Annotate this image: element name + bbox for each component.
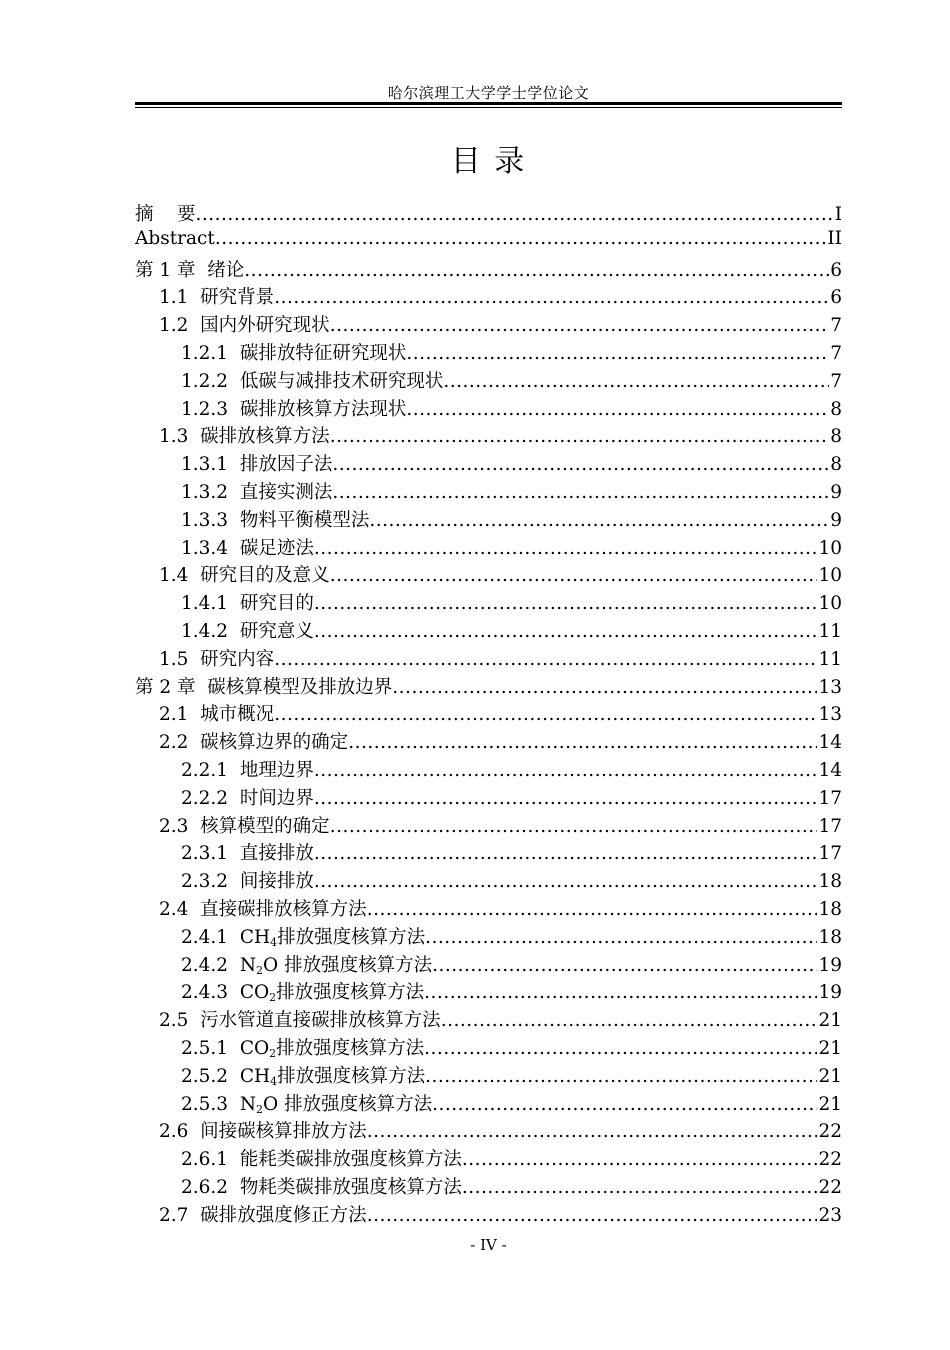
toc-entry-label: 1.2.1 碳排放特征研究现状 [181, 342, 407, 364]
toc-entry-subscript: 2 [256, 1102, 264, 1116]
toc-dot-leader [432, 1094, 817, 1115]
toc-dot-leader [462, 1149, 818, 1170]
toc-entry-page: 13 [818, 704, 842, 726]
page-title: 目 录 [450, 144, 527, 179]
toc-entry-label: 1.3.1 排放因子法 [181, 454, 333, 476]
toc-entry-label: 2.3 核算模型的确定 [159, 815, 330, 837]
toc-entry-page: 13 [818, 676, 842, 698]
toc-dot-leader [432, 955, 817, 976]
toc-entry[interactable] [135, 256, 842, 284]
running-header: 哈尔滨理工大学学士学位论文 [387, 84, 590, 102]
toc-entry[interactable] [135, 923, 842, 951]
toc-entry[interactable] [135, 311, 842, 339]
toc-entry-label: 2.3.1 直接排放 [181, 843, 314, 865]
toc-entry-label: 2.1 城市概况 [159, 704, 275, 726]
toc-entry-page: 7 [830, 315, 842, 337]
toc-entry-page: 19 [818, 954, 842, 976]
toc-entry-page: I [834, 204, 842, 225]
toc-dot-leader [196, 204, 834, 225]
toc-entry-label: 1.3 碳排放核算方法 [159, 426, 330, 448]
toc-entry-label: 第 1 章 绪论 [135, 259, 245, 281]
toc-entry-label: 2.5 污水管道直接碳排放核算方法 [159, 1010, 441, 1032]
toc-entry[interactable] [135, 1145, 842, 1173]
toc-entry-page: 21 [818, 1093, 842, 1115]
toc-dot-leader [330, 816, 818, 837]
toc-dot-leader [441, 1010, 818, 1031]
toc-dot-leader [462, 1177, 818, 1198]
toc-dot-leader [314, 621, 818, 642]
toc-entry-subscript: 4 [270, 935, 278, 949]
toc-entry-page: 14 [818, 759, 842, 781]
toc-entry-page: 17 [818, 787, 842, 809]
toc-entry-label: 2.2 碳核算边界的确定 [159, 732, 349, 754]
toc-entry[interactable] [135, 1090, 842, 1118]
toc-entry-page: 6 [830, 259, 842, 281]
toc-entry-label: 2.4 直接碳排放核算方法 [159, 898, 367, 920]
toc-entry-page: 21 [818, 1010, 842, 1032]
toc-entry[interactable] [135, 534, 842, 562]
toc-entry-page: 8 [830, 398, 842, 420]
toc-entry-label: 2.5.2 $CH_4$排放强度核算方法 [181, 1065, 426, 1088]
toc-entry[interactable] [135, 700, 842, 728]
toc-entry[interactable] [135, 617, 842, 645]
toc-dot-leader [367, 1121, 818, 1142]
toc-entry[interactable] [135, 867, 842, 895]
toc-entry[interactable] [135, 784, 842, 812]
toc-entry-label: 1.3.4 碳足迹法 [181, 537, 314, 559]
toc-entry-label: 2.4.1 $CH_4$排放强度核算方法 [181, 926, 426, 949]
toc-entry-page: 11 [818, 620, 842, 642]
toc-entry-subscript: 2 [269, 1046, 277, 1060]
toc-entry-page: 21 [818, 1037, 842, 1059]
toc-entry-label: 2.6.2 物耗类碳排放强度核算方法 [181, 1176, 462, 1198]
toc-entry-label: 1.2.3 碳排放核算方法现状 [181, 398, 407, 420]
toc-entry[interactable] [135, 283, 842, 311]
toc-entry-page: 9 [830, 481, 842, 503]
toc-dot-leader [330, 315, 830, 336]
toc-entry[interactable] [135, 367, 842, 395]
toc-entry-page: 18 [818, 926, 842, 948]
toc-entry-page: 21 [818, 1065, 842, 1087]
toc-entry-subscript: 2 [269, 991, 277, 1005]
toc-entry-page: 8 [830, 426, 842, 448]
toc-entry[interactable] [135, 200, 842, 228]
toc-dot-leader [314, 788, 818, 809]
toc-dot-leader [348, 732, 817, 753]
toc-entry[interactable] [135, 478, 842, 506]
toc-entry[interactable] [135, 1201, 842, 1229]
toc-entry-page: 22 [818, 1176, 842, 1198]
table-of-contents [135, 200, 842, 1228]
toc-entry[interactable] [135, 561, 842, 589]
toc-entry[interactable] [135, 1062, 842, 1090]
toc-entry-label: 1.3.2 直接实测法 [181, 481, 333, 503]
toc-dot-leader [367, 899, 818, 920]
toc-entry-page: 19 [818, 982, 842, 1004]
toc-entry[interactable] [135, 728, 842, 756]
toc-dot-leader [425, 1066, 817, 1087]
toc-dot-leader [314, 538, 818, 559]
toc-dot-leader [406, 343, 829, 364]
toc-entry-page: 22 [818, 1121, 842, 1143]
toc-entry-page: 17 [818, 843, 842, 865]
toc-dot-leader [330, 565, 818, 586]
toc-entry-page: 6 [830, 287, 842, 309]
toc-entry-page: 7 [830, 342, 842, 364]
page-number: - IV - [470, 1236, 507, 1254]
toc-dot-leader [332, 482, 829, 503]
toc-entry-label: 第 2 章 碳核算模型及排放边界 [135, 676, 393, 698]
toc-entry[interactable] [135, 951, 842, 979]
toc-entry-page: 7 [830, 370, 842, 392]
toc-entry-page: 10 [818, 537, 842, 559]
toc-dot-leader [424, 1038, 817, 1059]
toc-entry-label: 2.4.2 $N_2O$ 排放强度核算方法 [181, 954, 433, 977]
toc-entry[interactable] [135, 645, 842, 673]
toc-entry[interactable] [135, 756, 842, 784]
toc-entry[interactable] [135, 228, 842, 256]
toc-entry[interactable] [135, 978, 842, 1006]
toc-entry-subscript: 4 [270, 1074, 278, 1088]
toc-entry-page: 22 [818, 1149, 842, 1171]
toc-entry[interactable] [135, 1117, 842, 1145]
toc-entry-page: 23 [818, 1204, 842, 1226]
toc-dot-leader [274, 287, 829, 308]
toc-entry[interactable] [135, 839, 842, 867]
toc-entry[interactable] [135, 422, 842, 450]
toc-entry[interactable] [135, 506, 842, 534]
toc-entry-label: 2.5.3 $N_2O$ 排放强度核算方法 [181, 1093, 433, 1116]
toc-entry-label: 2.2.2 时间边界 [181, 787, 314, 809]
toc-dot-leader [406, 399, 829, 420]
toc-entry[interactable] [135, 812, 842, 840]
toc-dot-leader [369, 510, 829, 531]
toc-entry[interactable] [135, 450, 842, 478]
toc-dot-leader [314, 871, 818, 892]
toc-dot-leader [314, 593, 818, 614]
toc-dot-leader [392, 677, 817, 698]
toc-entry-page: 10 [818, 593, 842, 615]
toc-entry-label: Abstract [135, 227, 215, 249]
toc-entry[interactable] [135, 339, 842, 367]
toc-dot-leader [215, 228, 827, 249]
toc-dot-leader [424, 982, 817, 1003]
toc-entry-label: 摘 要 [135, 204, 196, 225]
toc-entry[interactable] [135, 1034, 842, 1062]
header-rule-thick [135, 102, 842, 105]
toc-dot-leader [367, 1205, 818, 1226]
toc-dot-leader [330, 426, 830, 447]
toc-entry[interactable] [135, 395, 842, 423]
toc-entry-page: 14 [818, 732, 842, 754]
toc-dot-leader [443, 371, 829, 392]
toc-entry-subscript: 2 [256, 963, 264, 977]
toc-entry-page: 18 [818, 871, 842, 893]
toc-entry[interactable] [135, 1006, 842, 1034]
toc-entry-label: 2.4.3 $CO_2$排放强度核算方法 [181, 982, 425, 1005]
toc-dot-leader [244, 260, 829, 281]
toc-entry[interactable] [135, 1173, 842, 1201]
toc-entry-label: 2.3.2 间接排放 [181, 871, 314, 893]
toc-entry-label: 1.3.3 物料平衡模型法 [181, 509, 370, 531]
toc-entry-label: 1.5 研究内容 [159, 648, 275, 670]
toc-entry-page: 18 [818, 898, 842, 920]
toc-entry-page: 8 [830, 454, 842, 476]
toc-entry-page: 10 [818, 565, 842, 587]
toc-entry-label: 1.2.2 低碳与减排技术研究现状 [181, 370, 444, 392]
header-rule-thin [135, 107, 842, 108]
toc-entry[interactable] [135, 673, 842, 701]
toc-entry[interactable] [135, 589, 842, 617]
toc-entry-label: 2.6.1 能耗类碳排放强度核算方法 [181, 1149, 462, 1171]
toc-entry-label: 1.2 国内外研究现状 [159, 315, 330, 337]
toc-dot-leader [274, 704, 817, 725]
toc-entry[interactable] [135, 895, 842, 923]
toc-entry-label: 2.7 碳排放强度修正方法 [159, 1204, 367, 1226]
toc-entry-page: II [827, 227, 842, 249]
toc-entry-label: 1.4.1 研究目的 [181, 593, 314, 615]
toc-entry-page: 11 [818, 648, 842, 670]
toc-dot-leader [332, 454, 829, 475]
toc-entry-label: 2.5.1 $CO_2$排放强度核算方法 [181, 1037, 425, 1060]
toc-dot-leader [314, 843, 818, 864]
toc-entry-label: 1.4.2 研究意义 [181, 620, 314, 642]
toc-entry-label: 2.2.1 地理边界 [181, 759, 314, 781]
toc-dot-leader [425, 927, 817, 948]
toc-entry-label: 1.4 研究目的及意义 [159, 565, 330, 587]
toc-entry-page: 9 [830, 509, 842, 531]
toc-entry-page: 17 [818, 815, 842, 837]
toc-entry-label: 2.6 间接碳核算排放方法 [159, 1121, 367, 1143]
toc-dot-leader [314, 760, 818, 781]
toc-dot-leader [274, 649, 817, 670]
toc-entry-label: 1.1 研究背景 [159, 287, 275, 309]
